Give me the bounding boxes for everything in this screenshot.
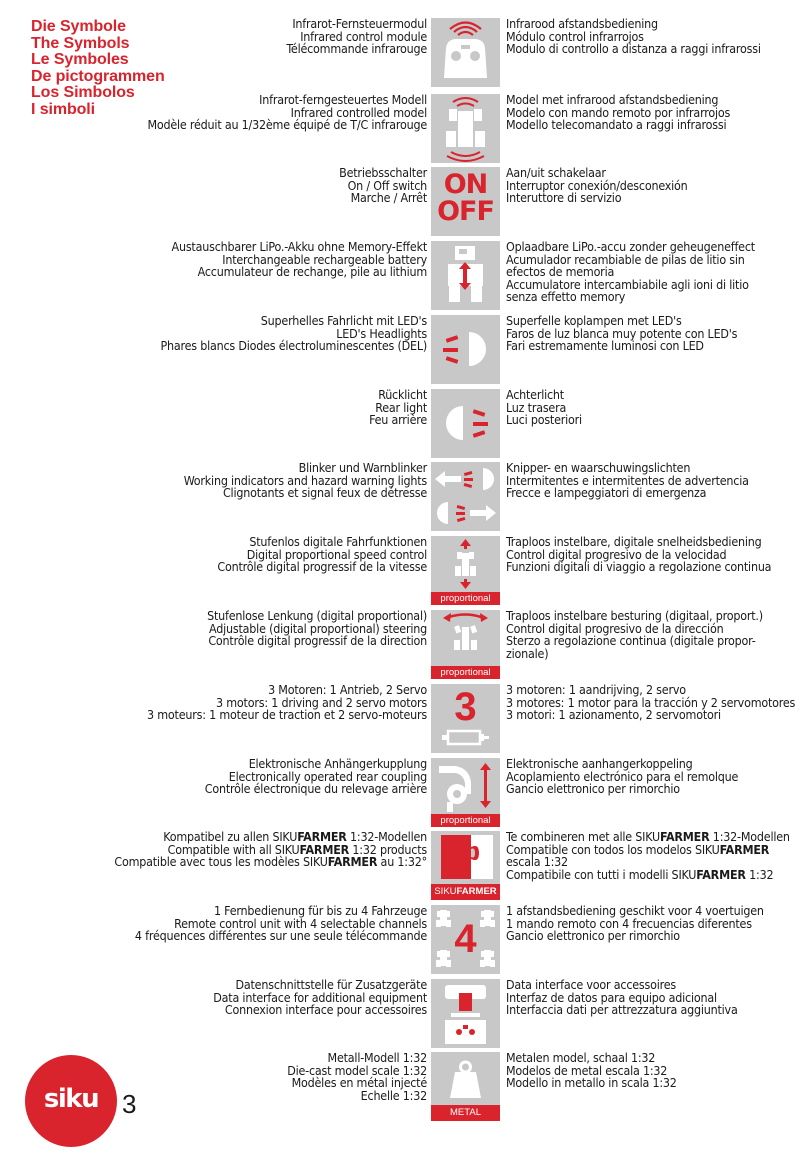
description-left: Elektronische Anhängerkupplung Electronically operated rear coupling Contrôle électronique du relevage arrière bbox=[204, 756, 427, 797]
description-right: Te combineren met alle SIKUFARMER 1:32-Modellen Compatible con todos los modelos SIKUFARMER escala 1:32 Compatibile con tutti i modelli SIKUFARMER 1:32 bbox=[506, 829, 790, 882]
description-right: Data interface voor accessoires Interfaz de datos para equipo adicional Interfaccia dati per attrezzatura aggiuntiva bbox=[506, 977, 738, 1018]
description-left: Metall-Modell 1:32 Die-cast model scale 1:32 Modèles en métal injecté Echelle 1:32 bbox=[287, 1050, 427, 1103]
heading-nl: De pictogrammen bbox=[31, 67, 165, 85]
on-off-switch-icon: ON OFF bbox=[431, 167, 500, 236]
description-left: Rücklicht Rear light Feu arrière bbox=[369, 387, 427, 428]
heading-en: The Symbols bbox=[31, 34, 130, 52]
description-right: 3 motoren: 1 aandrijving, 2 servo 3 motores: 1 motor para la tracción y 2 servomotores 3 motori: 1 azionamento, 2 servomotori bbox=[506, 682, 796, 723]
description-right: Metalen model, schaal 1:32 Modelos de metal escala 1:32 Modello in metallo in scala 1:32 bbox=[506, 1050, 677, 1091]
heading-es: Los Simbolos bbox=[31, 84, 135, 101]
metal-weight-icon bbox=[431, 1052, 500, 1121]
description-right: Model met infrarood afstandsbediening Modelo con mando remoto por infrarrojos Modello telecomandato a raggi infrarossi bbox=[506, 92, 731, 133]
page-number: 3 bbox=[122, 1089, 137, 1119]
description-left: Austauschbarer LiPo.-Akku ohne Memory-Effekt Interchangeable rechargeable battery Accumulateur de rechange, pile au lithium bbox=[171, 239, 427, 280]
description-right: Elektronische aanhangerkoppeling Acoplamiento electrónico para el remolque Gancio elettronico per rimorchio bbox=[506, 756, 739, 797]
heading-fr: Le Symboles bbox=[31, 51, 129, 68]
data-interface-icon bbox=[431, 979, 500, 1048]
three-motors-icon: 3 bbox=[431, 684, 500, 753]
description-left: Infrarot-Fernsteuermodul Infrared control module Télécommande infrarouge bbox=[286, 16, 427, 57]
proportional-badge: proportional bbox=[431, 592, 500, 605]
proportional-badge: proportional bbox=[431, 814, 500, 827]
description-right: Superfelle koplampen met LED's Faros de luz blanca muy potente con LED's Fari estremamente luminosi con LED bbox=[506, 313, 738, 354]
description-left: Kompatibel zu allen SIKUFARMER 1:32-Modellen Compatible with all SIKUFARMER 1:32 products Compatible avec tous les modèles SIKUFARMER au 1:32° bbox=[114, 829, 427, 870]
rear-coupling-icon bbox=[431, 758, 500, 827]
description-left: Blinker und Warnblinker Working indicators and hazard warning lights Clignotants et signal feux de détresse bbox=[183, 460, 427, 501]
siku-logo: siku bbox=[25, 1055, 117, 1147]
heading-it: I simboli bbox=[31, 100, 95, 118]
indicator-icon bbox=[431, 462, 500, 531]
headlight-icon bbox=[431, 315, 500, 384]
description-right: Infrarood afstandsbediening Módulo control infrarrojos Modulo di controllo a distanza a raggi infrarossi bbox=[506, 16, 761, 57]
description-left: 3 Motoren: 1 Antrieb, 2 Servo 3 motors: 1 driving and 2 servo motors 3 moteurs: 1 moteur de traction et 2 servo-moteurs bbox=[147, 682, 427, 723]
battery-icon bbox=[431, 241, 500, 310]
infrared-model-icon bbox=[431, 94, 500, 163]
four-channels-icon: 4 bbox=[431, 905, 500, 974]
heading-de: Die Symbole bbox=[31, 18, 126, 35]
sikufarmer-badge: SIKUFARMER bbox=[431, 884, 500, 900]
description-right: Aan/uit schakelaar Interruptor conexión/desconexión Interuttore di servizio bbox=[506, 165, 688, 206]
description-left: Infrarot-ferngesteuertes Modell Infrared controlled model Modèle réduit au 1/32ème équipé de T/C infrarouge bbox=[147, 92, 427, 133]
description-right: Knipper- en waarschuwingslichten Intermitentes e intermitentes de advertencia Frecce e lampeggiatori di emergenza bbox=[506, 460, 749, 501]
proportional-steering-icon bbox=[431, 610, 500, 679]
description-left: Superhelles Fahrlicht mit LED's LED's Headlights Phares blancs Diodes électroluminescentes (DEL) bbox=[160, 313, 427, 354]
description-right: Achterlicht Luz trasera Luci posteriori bbox=[506, 387, 582, 428]
description-left: Betriebsschalter On / Off switch Marche / Arrêt bbox=[339, 165, 427, 206]
description-left: Datenschnittstelle für Zusatzgeräte Data interface for additional equipment Connexion interface pour accessoires bbox=[213, 977, 427, 1018]
infrared-remote-icon bbox=[431, 18, 500, 87]
proportional-badge: proportional bbox=[431, 666, 500, 679]
description-right: Oplaadbare LiPo.-accu zonder geheugeneffect Acumulador recambiable de pilas de litio sin efectos de memoria Accumulatore intercambiabile agli ioni di litio senza effetto memory bbox=[506, 239, 755, 305]
description-right: Traploos instelbare, digitale snelheidsbediening Control digital progresivo de la velocidad Funzioni digitali di viaggio a regolazione continua bbox=[506, 534, 772, 575]
description-right: Traploos instelbare besturing (digitaal, proport.) Control digital progresivo de la dirección Sterzo a regolazione continua (digitale propor- zionale) bbox=[506, 608, 763, 661]
description-right: 1 afstandsbediening geschikt voor 4 voertuigen 1 mando remoto con 4 frecuencias diferentes Gancio elettronico per rimorchio bbox=[506, 903, 764, 944]
rear-light-icon bbox=[431, 389, 500, 458]
description-left: Stufenlos digitale Fahrfunktionen Digital proportional speed control Contrôle digital progressif de la vitesse bbox=[217, 534, 427, 575]
proportional-speed-icon bbox=[431, 536, 500, 605]
description-left: Stufenlose Lenkung (digital proportional) Adjustable (digital proportional) steering Contrôle digital progressif de la direction bbox=[207, 608, 427, 649]
sikufarmer-icon bbox=[431, 831, 500, 900]
metal-badge: METAL bbox=[431, 1105, 500, 1121]
description-left: 1 Fernbedienung für bis zu 4 Fahrzeuge Remote control unit with 4 selectable channels 4 fréquences différentes sur une seule télécommande bbox=[134, 903, 427, 944]
